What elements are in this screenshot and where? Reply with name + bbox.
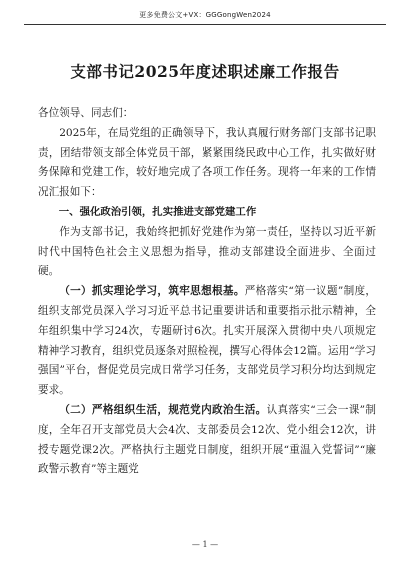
- section-heading-1: 一、强化政治引领，扎实推进支部党建工作: [58, 205, 257, 218]
- intro-paragraph: 2025年，在局党组的正确领导下，我认真履行财务部门支部书记职责，团结带领支部全体党员干部，紧紧围绕民政中心工作，扎实做好财务保障和党建工作，较好地完成了各项工作任务。现将一年来的工作情况汇报如下：: [38, 126, 376, 199]
- page-number: — 1 —: [191, 540, 219, 549]
- header-note: 更多免费公文+VX：GGGongWen2024: [139, 11, 271, 19]
- subsection-1-paragraph: [38, 282, 376, 401]
- subsection-2-paragraph: [38, 401, 376, 480]
- subsection-2-text: 认真落实“三会一课”制度，全年召开支部党员大会4次、支部委员会12次、党小组会12次，讲授专题党课2次。严格执行主题党日制度，组织开展“重温入党誓词”“廉政警示教育”等主题党: [38, 403, 376, 476]
- subsection-1-text: 严格落实“第一议题”制度，组织支部党员深入学习习近平总书记重要讲话和重要指示批示精神，全年组织集中学习24次，专题研讨6次。扎实开展深入贯彻中央八项规定精神学习教育，组织党员逐条对照检视，撰写心得体会12篇。运用“学习强国”平台，督促党员完成日常学习任务，支部党员学习积分均达到规定要求。: [38, 285, 376, 397]
- document-title: 支部书记2025年度述职述廉工作报告: [70, 62, 340, 81]
- subsection-heading-1: （一）抓实理论学习，筑牢思想根基。: [59, 285, 245, 298]
- document-body: [38, 104, 376, 480]
- subsection-heading-2: （二）严格组织生活，规范党内政治生活。: [59, 403, 267, 416]
- header-rule: [24, 24, 386, 25]
- section-1-paragraph: 作为支部书记，我始终把抓好党建作为第一责任，坚持以习近平新时代中国特色社会主义思想为指导，推动支部建设全面进步、全面过硬。: [38, 225, 376, 278]
- salutation: 各位领导、同志们：: [38, 107, 134, 119]
